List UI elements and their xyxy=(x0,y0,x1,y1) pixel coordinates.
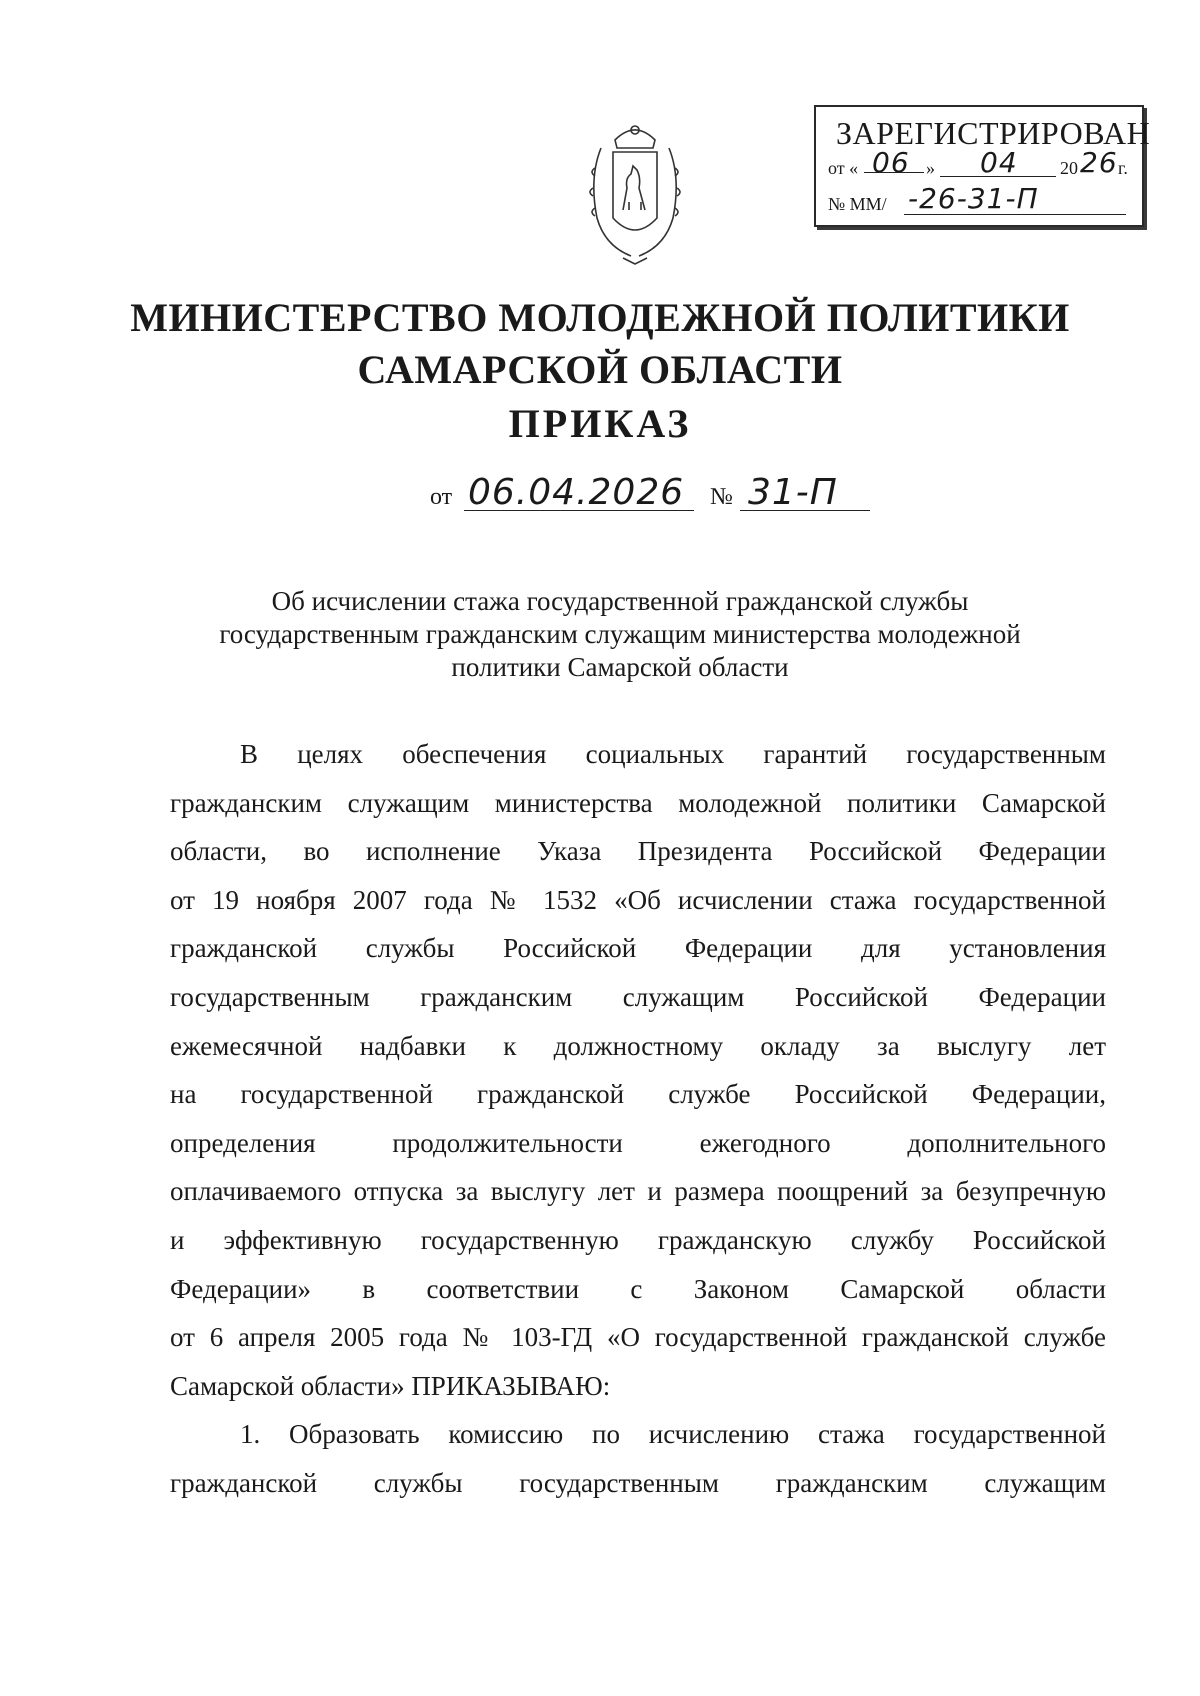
ministry-title-line2: САМАРСКОЙ ОБЛАСТИ xyxy=(357,347,843,392)
order-date-underline xyxy=(464,510,694,511)
body-line: Федерации» в соответствии с Законом Самарской области xyxy=(170,1273,1106,1304)
order-date-value: 06.04.2026 xyxy=(468,472,685,513)
ministry-title xyxy=(0,292,1200,396)
body-line: оплачиваемого отпуска за выслугу лет и размера поощрений за безупречную xyxy=(170,1176,1106,1207)
stamp-title: ЗАРЕГИСТРИРОВАН xyxy=(836,115,1151,151)
order-body xyxy=(170,730,1106,1508)
order-number-underline xyxy=(740,510,870,511)
subject-line: Об исчислении стажа государственной гражданской службы xyxy=(271,586,969,616)
stamp-year-letter: г. xyxy=(1118,158,1128,178)
subject-line: политики Самарской области xyxy=(451,652,789,682)
order-subject xyxy=(160,585,1080,684)
stamp-number-underline xyxy=(904,214,1126,215)
stamp-date-row xyxy=(828,146,1134,182)
body-line: ежемесячной надбавки к должностному окладу за выслугу лет xyxy=(170,1030,1106,1061)
stamp-year-prefix: 20 xyxy=(1060,158,1078,178)
body-line: области, во исполнение Указа Президента Российской Федерации xyxy=(170,836,1106,867)
body-line: В целях обеспечения социальных гарантий государственным xyxy=(240,739,1106,769)
body-line: гражданской службы государственным гражданским служащим xyxy=(170,1467,1106,1498)
body-line: гражданским служащим министерства молодежной политики Самарской xyxy=(170,787,1106,818)
stamp-month-underline xyxy=(940,176,1056,177)
stamp-year-suffix: 26 xyxy=(1080,146,1118,179)
body-line: определения продолжительности ежегодного дополнительного xyxy=(170,1127,1106,1158)
stamp-date-prefix: от « xyxy=(828,158,859,178)
stamp-number: -26-31-П xyxy=(908,182,1039,215)
order-date-number-line xyxy=(430,470,880,520)
order-number-value: 31-П xyxy=(748,472,838,513)
stamp-number-prefix: № ММ/ xyxy=(828,194,887,214)
registration-stamp xyxy=(814,105,1151,227)
body-line: государственным гражданским служащим Российской Федерации xyxy=(170,981,1106,1012)
body-line: гражданской службы Российской Федерации для установления xyxy=(170,933,1106,964)
body-line: на государственной гражданской службе Российской Федерации, xyxy=(170,1079,1106,1110)
subject-line: государственным гражданским служащим министерства молодежной xyxy=(219,619,1021,649)
numbered-item-line: 1. Образовать комиссию по исчислению стажа государственной xyxy=(240,1419,1106,1450)
stamp-number-row xyxy=(828,182,1134,220)
body-line: от 19 ноября 2007 года № 1532 «Об исчислении стажа государственной xyxy=(170,884,1106,915)
samara-coat-of-arms-emblem xyxy=(575,118,695,268)
stamp-month: 04 xyxy=(980,146,1018,179)
order-number-label: № xyxy=(710,484,733,510)
body-line: от 6 апреля 2005 года № 103-ГД «О государственной гражданской службе xyxy=(170,1322,1106,1353)
body-line: Самарской области» ПРИКАЗЫВАЮ: xyxy=(170,1370,611,1401)
document-type-heading: ПРИКАЗ xyxy=(508,401,692,446)
stamp-day-underline xyxy=(864,172,924,173)
ministry-title-line1: МИНИСТЕРСТВО МОЛОДЕЖНОЙ ПОЛИТИКИ xyxy=(130,295,1070,340)
body-line: и эффективную государственную гражданскую службу Российской xyxy=(170,1224,1106,1255)
stamp-day: 06 xyxy=(872,146,910,179)
stamp-day-close: » xyxy=(926,158,935,178)
order-date-label: от xyxy=(430,484,453,510)
